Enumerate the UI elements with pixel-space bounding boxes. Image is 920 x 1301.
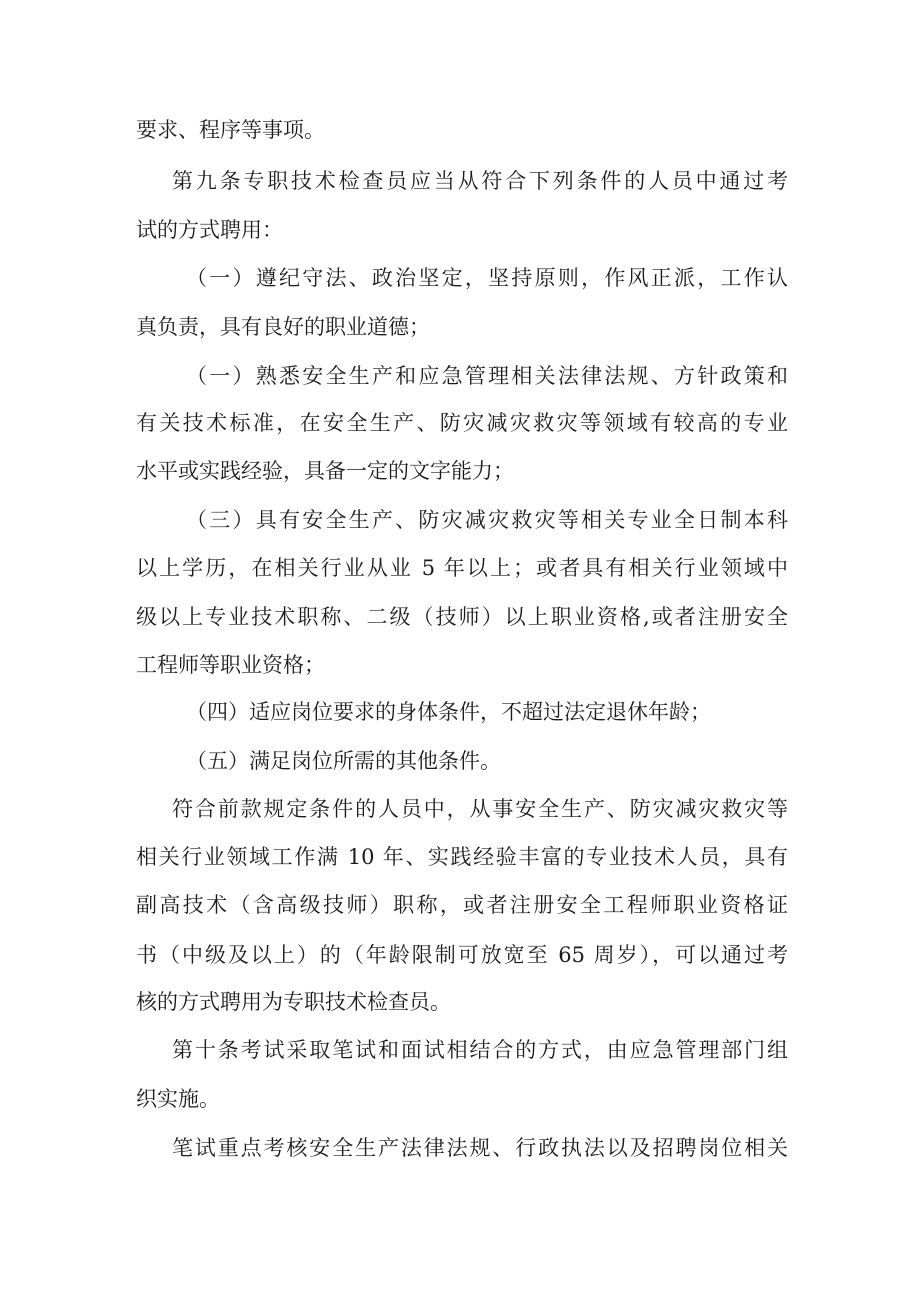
text-line-3: 试的方式聘用： [136, 218, 283, 242]
condition-3-line-2: 以上学历，在相关行业从业 5 年以上；或者具有相关行业领域中 [136, 556, 788, 580]
exception-paragraph-line-3: 副高技术（含高级技师）职称，或者注册安全工程师职业资格证 [136, 893, 788, 917]
condition-1-line-1: （一）遵纪守法、政治坚定，坚持原则，作风正派，工作认 [186, 266, 788, 290]
text-line-1: 要求、程序等事项。 [136, 118, 325, 142]
condition-1-line-2: 真负责，具有良好的职业道德； [136, 315, 430, 339]
exception-paragraph-line-1: 符合前款规定条件的人员中，从事安全生产、防灾减灾救灾等 [172, 797, 788, 821]
written-exam-line-1: 笔试重点考核安全生产法律法规、行政执法以及招聘岗位相关 [172, 1136, 788, 1160]
exception-paragraph-line-2: 相关行业领域工作满 10 年、实践经验丰富的专业技术人员，具有 [136, 845, 788, 869]
condition-3-line-3: 级以上专业技术职称、二级（技师）以上职业资格,或者注册安全 [136, 605, 788, 629]
condition-2-line-3: 水平或实践经验，具备一定的文字能力； [136, 459, 514, 483]
condition-3-line-4: 工程师等职业资格； [136, 653, 325, 677]
condition-3-line-1: （三）具有安全生产、防灾减灾救灾等相关专业全日制本科 [186, 508, 788, 532]
condition-4-line: （四）适应岗位要求的身体条件，不超过法定退休年龄； [186, 700, 711, 724]
article-9-heading-line: 第九条专职技术检查员应当从符合下列条件的人员中通过考 [172, 169, 788, 193]
condition-2-line-1: （一）熟悉安全生产和应急管理相关法律法规、方针政策和 [186, 364, 788, 388]
exception-paragraph-line-4: 书（中级及以上）的（年龄限制可放宽至 65 周岁），可以通过考 [136, 943, 788, 967]
article-10-line-2: 织实施。 [136, 1087, 220, 1111]
exception-paragraph-line-5: 核的方式聘用为专职技术检查员。 [136, 990, 451, 1014]
condition-2-line-2: 有关技术标准，在安全生产、防灾减灾救灾等领域有较高的专业 [136, 411, 788, 435]
condition-5-line: （五）满足岗位所需的其他条件。 [186, 749, 501, 773]
article-10-line-1: 第十条考试采取笔试和面试相结合的方式，由应急管理部门组 [172, 1038, 788, 1062]
